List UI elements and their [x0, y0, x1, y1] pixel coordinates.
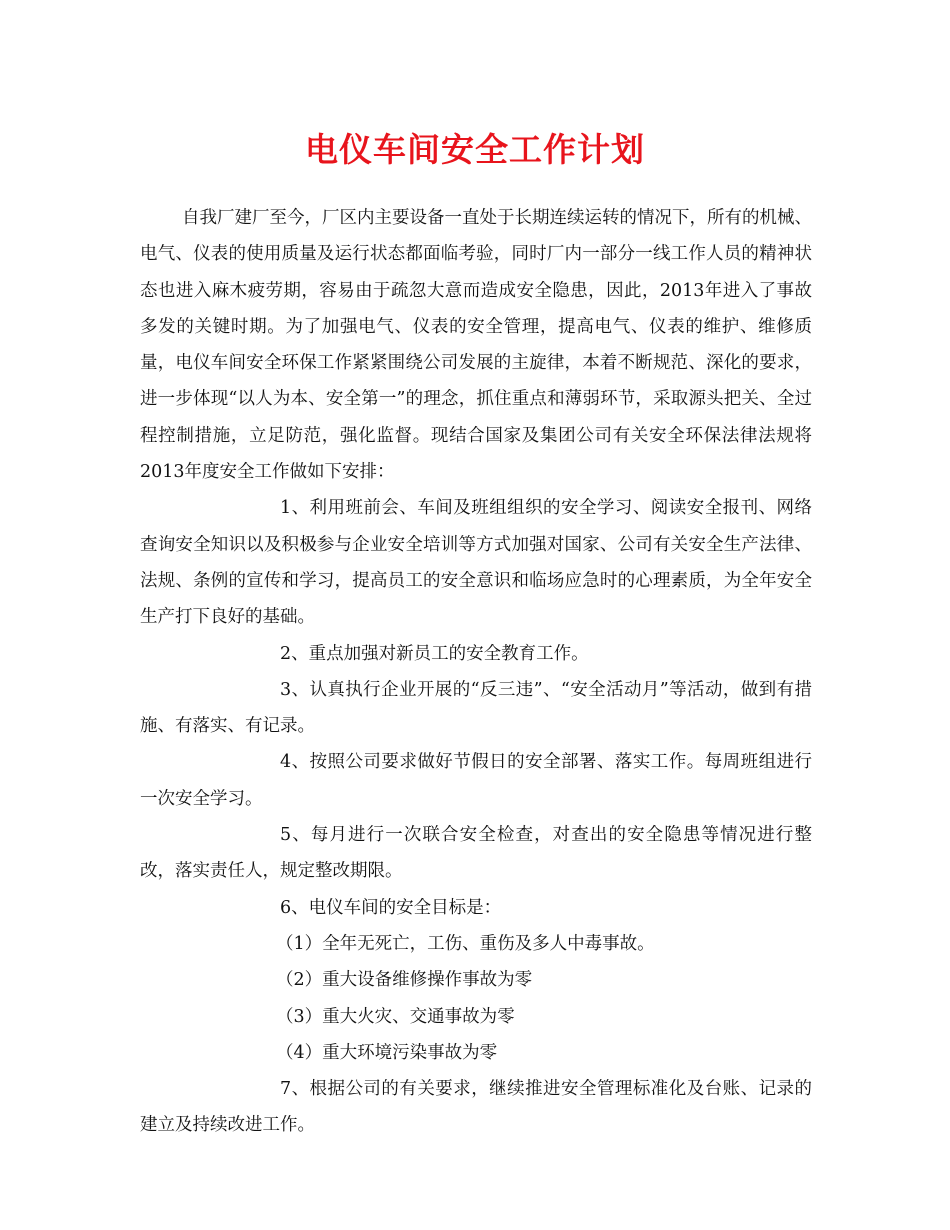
goal-2-line: （2）重大设备维修操作事故为零: [276, 970, 533, 991]
document-body: [140, 200, 812, 1144]
item-6-paragraph: 6、电仪车间的安全目标是：: [280, 897, 502, 918]
item-7-paragraph: 7、根据公司的有关要求，继续推进安全管理标准化及台账、记录的建立及持续改进工作。: [140, 1079, 812, 1136]
goal-1-line: （1）全年无死亡，工伤、重伤及多人中毒事故。: [276, 933, 655, 954]
item-4-paragraph: 4、按照公司要求做好节假日的安全部署、落实工作。每周班组进行一次安全学习。: [140, 752, 812, 809]
item-1-paragraph: 1、利用班前会、车间及班组组织的安全学习、阅读安全报刊、网络查询安全知识以及积极参与企业安全培训等方式加强对国家、公司有关安全生产法律、法规、条例的宣传和学习，提高员工的安全意识和临场应急时的心理素质，为全年安全生产打下良好的基础。: [140, 498, 812, 628]
document-title: 电仪车间安全工作计划: [305, 130, 645, 169]
intro-paragraph: 自我厂建厂至今，厂区内主要设备一直处于长期连续运转的情况下，所有的机械、电气、仪表的使用质量及运行状态都面临考验，同时厂内一部分一线工作人员的精神状态也进入麻木疲劳期，容易由于疏忽大意而造成安全隐患，因此，2013年进入了事故多发的关键时期。为了加强电气、仪表的安全管理，提高电气、仪表的维护、维修质量，电仪车间安全环保工作紧紧围绕公司发展的主旋律，本着不断规范、深化的要求，进一步体现“以人为本、安全第一”的理念，抓住重点和薄弱环节，采取源头把关、全过程控制措施，立足防范，强化监督。现结合国家及集团公司有关安全环保法律法规将2013年度安全工作做如下安排：: [140, 208, 812, 483]
item-2-paragraph: 2、重点加强对新员工的安全教育工作。: [280, 643, 589, 664]
item-5-paragraph: 5、每月进行一次联合安全检查，对查出的安全隐患等情况进行整改，落实责任人，规定整改期限。: [140, 825, 812, 882]
item-3-paragraph: 3、认真执行企业开展的“反三违”、“安全活动月”等活动，做到有措施、有落实、有记录。: [140, 679, 812, 737]
goal-4-line: （4）重大环境污染事故为零: [276, 1042, 498, 1063]
goal-3-line: （3）重大火灾、交通事故为零: [276, 1006, 515, 1027]
